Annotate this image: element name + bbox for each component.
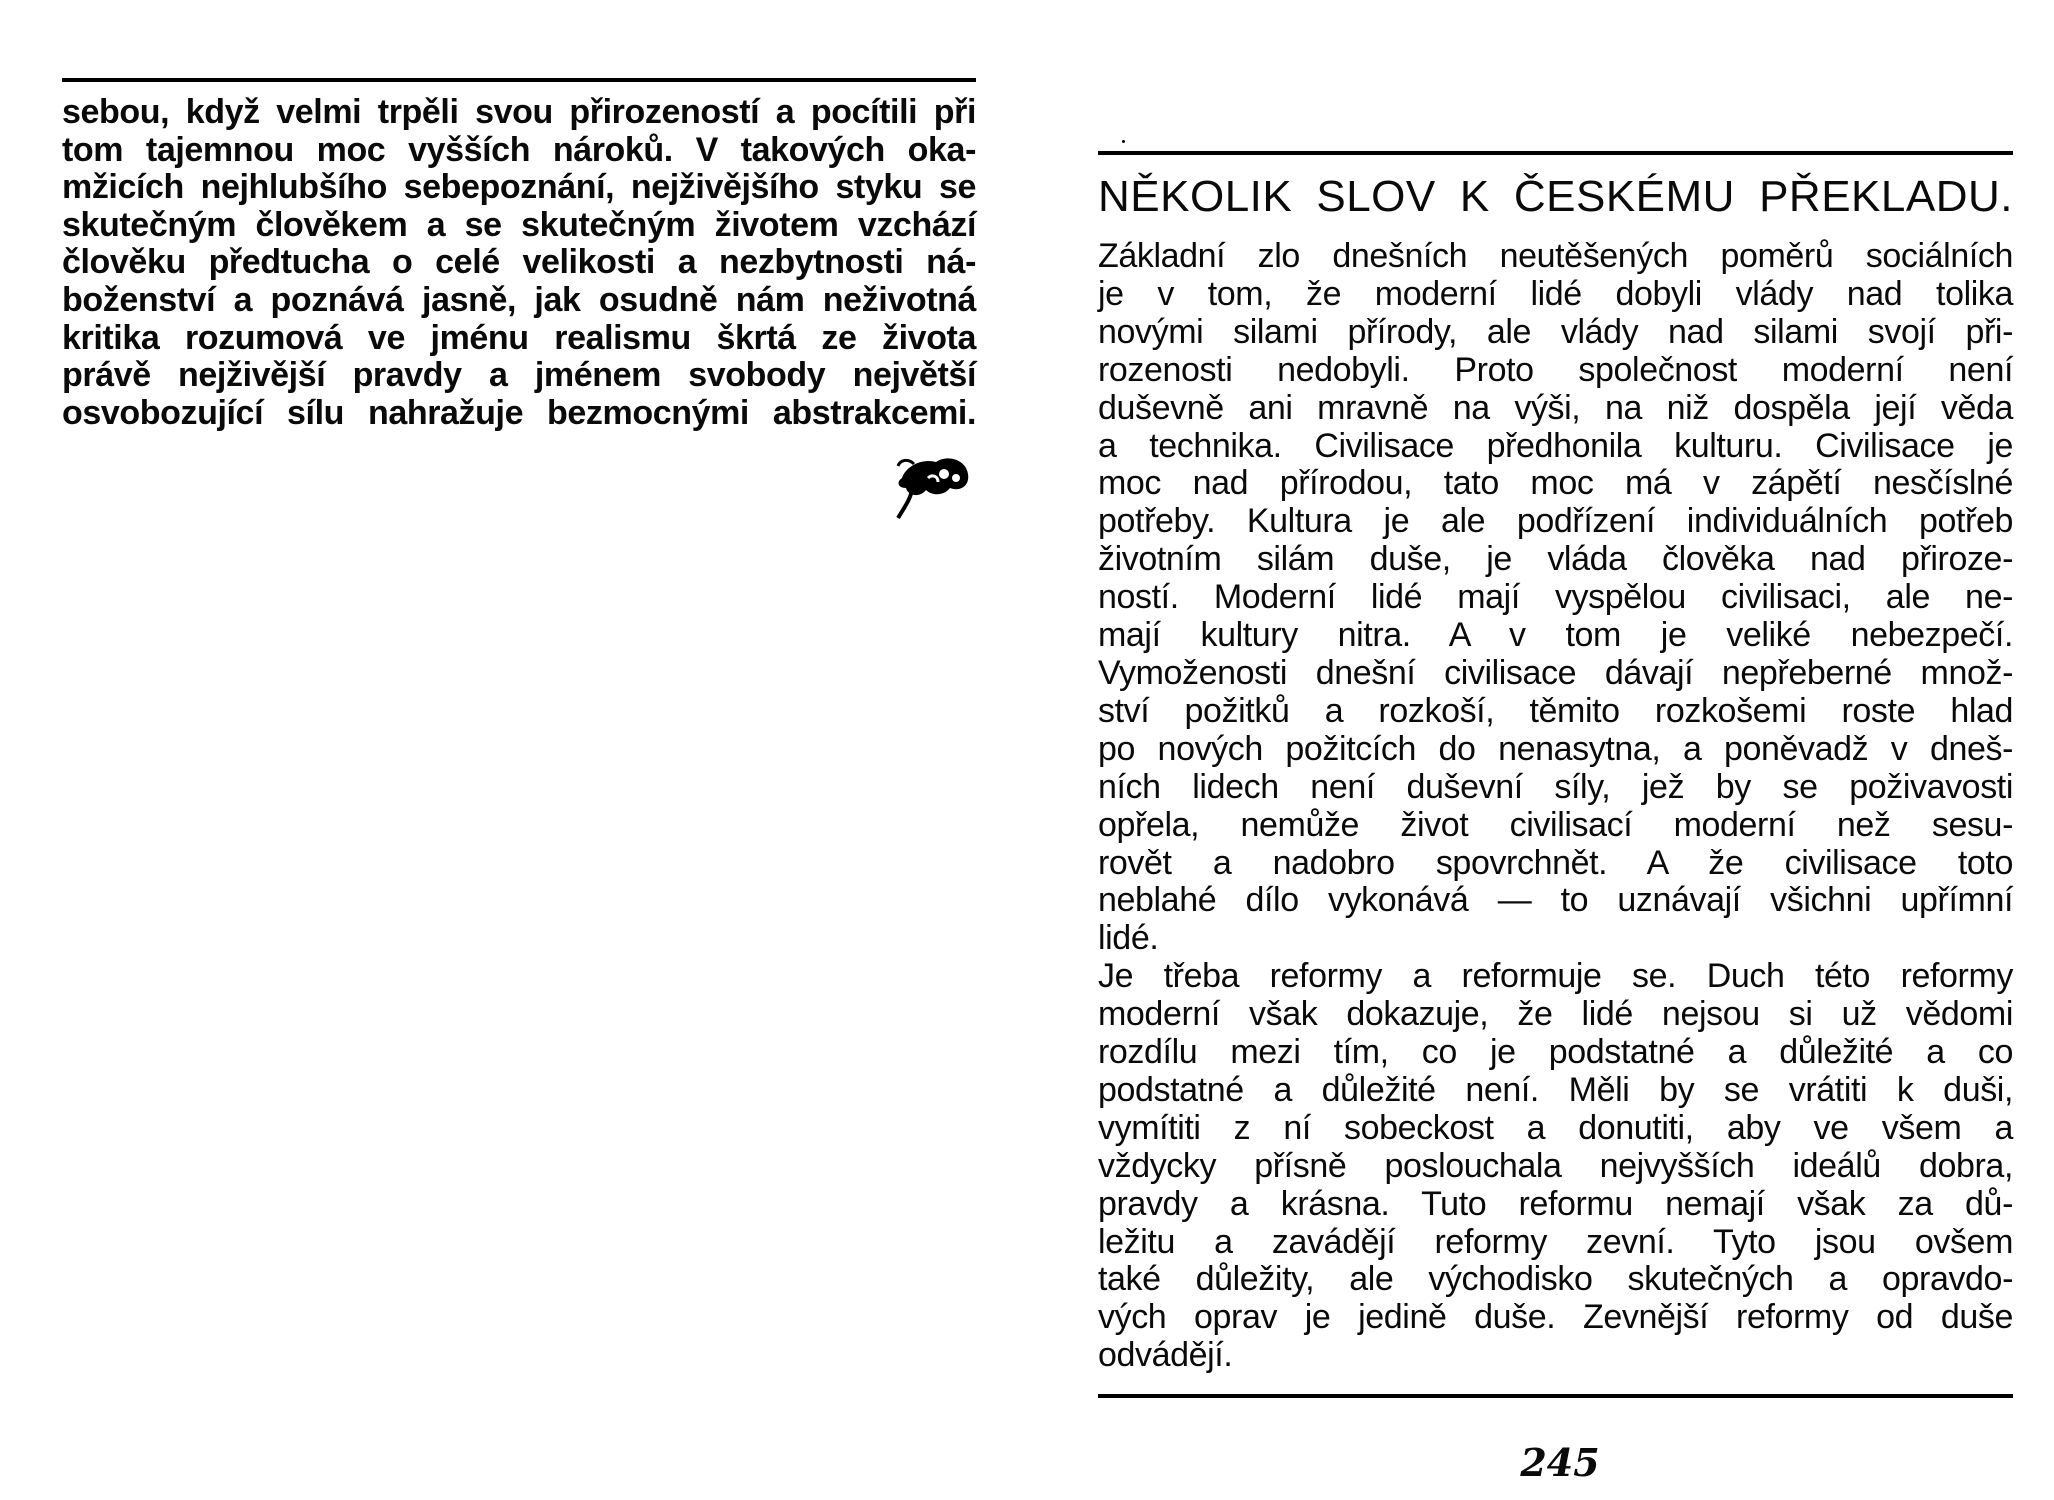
- text-line: vždycky přísně poslouchala nejvyšších ideálů dobra,: [1098, 1146, 2013, 1185]
- text-line: ství požitků a rozkoší, těmito rozkošemi roste hlad: [1098, 691, 2013, 730]
- page-number: 245: [1520, 1440, 1600, 1485]
- text-line: pravdy a krásna. Tuto reformu nemají však za dů-: [1098, 1184, 2013, 1223]
- text-line: neblahé dílo vykonává — to uznávají všichni upřímní: [1098, 881, 2013, 920]
- text-line: odvádějí.: [1098, 1336, 1233, 1375]
- text-line: člověku předtucha o celé velikosti a nezbytnosti ná-: [62, 243, 976, 282]
- text-line: opřela, nemůže život civilisací moderní než sesu-: [1098, 805, 2013, 844]
- text-line: ležitu a zavádějí reformy zevní. Tyto jsou ovšem: [1098, 1222, 2013, 1261]
- text-line: Základní zlo dnešních neutěšených poměrů sociálních: [1098, 237, 2013, 275]
- text-line: vymítiti z ní sobeckost a donutiti, aby ve všem a: [1098, 1108, 2013, 1147]
- text-line: ností. Moderní lidé mají vyspělou civilisaci, ale ne-: [1098, 578, 2013, 617]
- text-line: po nových požitcích do nenasytna, a poněvadž v dneš-: [1098, 729, 2013, 768]
- speck: [1122, 140, 1125, 143]
- text-line: kritika rozumová ve jménu realismu škrtá ze života: [62, 318, 976, 357]
- text-line: také důležity, ale východisko skutečných a opravdo-: [1098, 1260, 2013, 1299]
- text-line: moc nad přírodou, tato moc má v zápětí nesčíslné: [1098, 464, 2013, 503]
- text-line: sebou, když velmi trpěli svou přirozeností a pocítili při: [62, 93, 976, 131]
- text-line: osvobozující sílu nahražuje bezmocnými abstrakcemi.: [62, 393, 976, 432]
- left-top-rule: [62, 78, 976, 82]
- text-line: tom tajemnou moc vyšších nároků. V takových oka-: [62, 130, 976, 169]
- text-line: vých oprav je jedině duše. Zevnější reformy od duše: [1098, 1298, 2013, 1337]
- text-line: životním silám duše, je vláda člověka nad přiroze-: [1098, 540, 2013, 579]
- text-line: Je třeba reformy a reformuje se. Duch této reformy: [1098, 957, 2013, 996]
- text-line: právě nejživější pravdy a jménem svobody největší: [62, 356, 976, 395]
- right-bottom-rule: [1098, 1394, 2013, 1398]
- left-page-text: [62, 94, 976, 432]
- text-line: novými silami přírody, ale vlády nad silami svojí při-: [1098, 312, 2013, 351]
- text-line: podstatné a důležité není. Měli by se vrátiti k duši,: [1098, 1070, 2013, 1109]
- text-line: moderní však dokazuje, že lidé nejsou si už vědomi: [1098, 995, 2013, 1034]
- text-line: lidé.: [1098, 919, 1159, 958]
- text-line: rovět a nadobro spovrchnět. A že civilisace toto: [1098, 843, 2013, 882]
- text-line: a technika. Civilisace předhonila kulturu. Civilisace je: [1098, 426, 2013, 465]
- text-line: mžicích nejhlubšího sebepoznání, nejživějšího styku se: [62, 168, 976, 207]
- text-line: je v tom, že moderní lidé dobyli vlády nad tolika: [1098, 274, 2013, 313]
- text-line: Vymoženosti dnešní civilisace dávají nepřeberné množ-: [1098, 653, 2013, 692]
- text-line: rozdílu mezi tím, co je podstatné a důležité a co: [1098, 1033, 2013, 1072]
- text-line: skutečným člověkem a se skutečným životem vzchází: [62, 205, 976, 244]
- text-line: duševně ani mravně na výši, na niž dospěla její věda: [1098, 388, 2013, 427]
- text-line: ních lidech není duševní síly, jež by se poživavosti: [1098, 767, 2013, 806]
- text-line: potřeby. Kultura je ale podřízení individuálních potřeb: [1098, 502, 2013, 541]
- right-top-rule: [1098, 151, 2013, 155]
- text-line: boženství a poznává jasně, jak osudně nám neživotná: [62, 280, 976, 319]
- text-line: mají kultury nitra. A v tom je veliké nebezpečí.: [1098, 616, 2013, 655]
- floral-vignette-icon: [892, 448, 974, 524]
- text-line: rozenosti nedobyli. Proto společnost moderní není: [1098, 350, 2013, 389]
- right-page-text: [1098, 238, 2013, 1375]
- section-heading: NĚKOLIK SLOV K ČESKÉMU PŘEKLADU.: [1098, 172, 2013, 221]
